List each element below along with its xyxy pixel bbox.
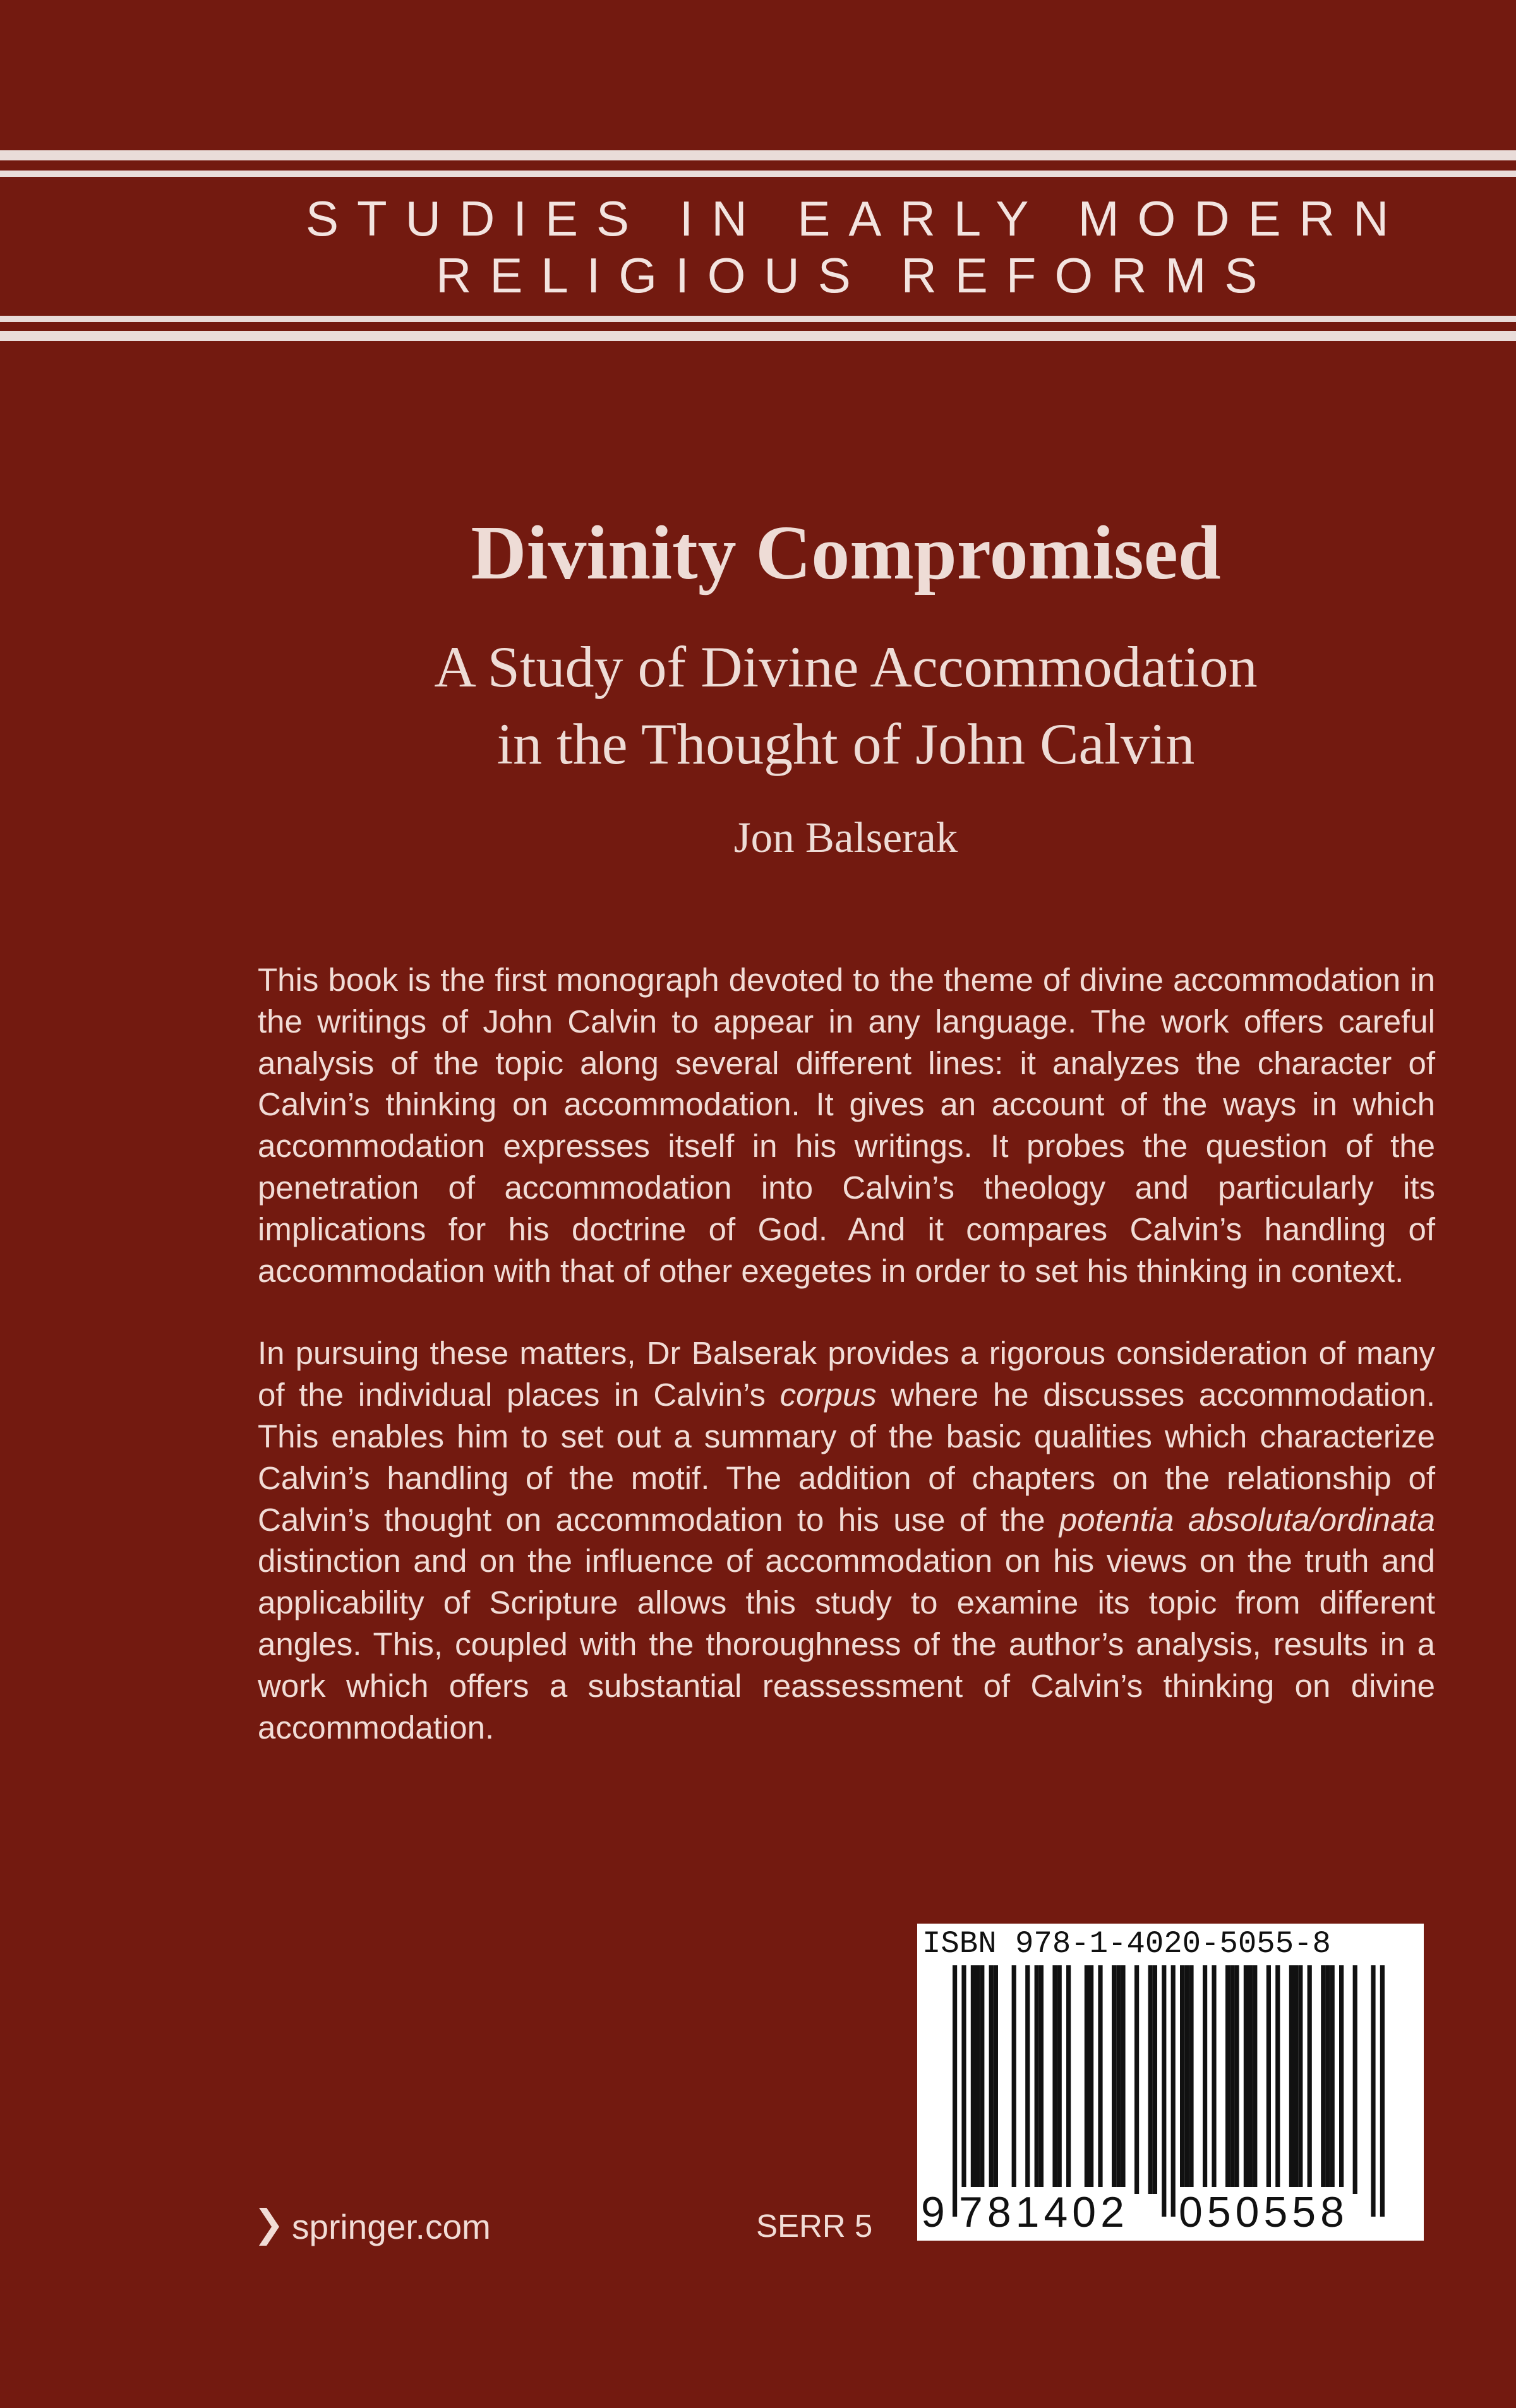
- barcode-lead-digit: 9: [921, 2188, 945, 2236]
- blurb-paragraph-2-part-c: distinction and on the influence of accommodation on his views on the truth and applicability of Scripture allows this study to examine its topic from different angles. This, coupled with the thoroughness of the author’s analysis, results in a work which offers a substantial reassessment of Calvin’s thinking on divine accommodation.: [258, 1543, 1435, 1746]
- series-name-line1: STUDIES IN EARLY MODERN: [306, 191, 1407, 246]
- barcode-bar: [1057, 1965, 1062, 2194]
- barcode-bar: [1325, 1965, 1330, 2194]
- barcode-bar: [1289, 1965, 1294, 2194]
- chevron-right-icon: [258, 2208, 279, 2246]
- barcode-bar: [1203, 1965, 1207, 2194]
- publisher-link[interactable]: [258, 2201, 491, 2252]
- book-subtitle: [0, 628, 1516, 782]
- book-author: Jon Balserak: [733, 813, 958, 861]
- barcode-bar: [1298, 1965, 1302, 2194]
- barcode-bar: [975, 1965, 980, 2194]
- blurb-paragraph-2: [258, 1333, 1435, 1748]
- barcode-bar: [1189, 1965, 1193, 2194]
- barcode-bar: [1052, 1965, 1057, 2194]
- barcode-bar: [1248, 1965, 1253, 2194]
- blurb-paragraph-2-part-b: where he discusses accommodation. This enables him to set out a summary of the basic qualities which characterize Calvin’s handling of the motif. The addition of chapters on the relationship of Calvin’s thought on accommodation to his use of the: [258, 1377, 1435, 1538]
- barcode-bar: [1012, 1965, 1016, 2194]
- barcode-bar: [1184, 1965, 1189, 2194]
- barcode-bar: [1039, 1965, 1044, 2194]
- barcode-bar: [1294, 1965, 1298, 2194]
- barcode-bar: [1275, 1965, 1280, 2194]
- barcode-guard-bar: [961, 1965, 966, 2217]
- barcode-bar: [1098, 1965, 1102, 2194]
- publisher-url: springer.com: [292, 2207, 491, 2246]
- barcode-bar: [1116, 1965, 1121, 2194]
- barcode-guard-bar: [1380, 1965, 1385, 2217]
- book-title: Divinity Compromised: [471, 510, 1221, 596]
- barcode-bar: [1321, 1965, 1325, 2194]
- barcode-bar: [1330, 1965, 1335, 2194]
- barcode-bar: [1025, 1965, 1030, 2194]
- barcode-guard-bar: [1171, 1965, 1176, 2217]
- barcode-bar: [1230, 1965, 1234, 2194]
- top-stripe-outer: [0, 150, 1516, 160]
- barcode-bar: [1234, 1965, 1239, 2194]
- barcode-bar: [1180, 1965, 1184, 2194]
- barcode-bar: [989, 1965, 994, 2194]
- barcode-bar: [1308, 1965, 1312, 2194]
- barcode-bar: [994, 1965, 998, 2194]
- barcode-bar: [1085, 1965, 1089, 2194]
- book-subtitle-line1: A Study of Divine Accommodation: [434, 635, 1258, 699]
- barcode-bar: [1121, 1965, 1125, 2194]
- barcode-bar: [1066, 1965, 1071, 2194]
- barcode-bar: [1148, 1965, 1153, 2194]
- barcode-bar: [1212, 1965, 1216, 2194]
- book-subtitle-line2: in the Thought of John Calvin: [496, 712, 1195, 776]
- barcode-bar: [1353, 1965, 1357, 2194]
- barcode-guard-bar: [953, 1965, 957, 2217]
- top-stripe-inner: [0, 171, 1516, 177]
- blurb: [258, 959, 1435, 1748]
- blurb-italic-corpus: corpus: [779, 1377, 877, 1413]
- barcode-bar: [1035, 1965, 1039, 2194]
- barcode-bar: [1225, 1965, 1230, 2194]
- blurb-paragraph-2-part-a: In pursuing these matters, Dr Balserak provides a rigorous consideration of many of the individual places in Calvin’s: [258, 1335, 1435, 1413]
- barcode-bar: [1153, 1965, 1157, 2194]
- barcode-digits: [917, 2187, 1424, 2237]
- barcode-left-digits: 781402: [959, 2188, 1129, 2236]
- barcode-bar: [1112, 1965, 1116, 2194]
- barcode-right-digits: 050558: [1179, 2188, 1349, 2236]
- isbn-label: ISBN 978-1-4020-5055-8: [922, 1926, 1331, 1962]
- isbn-barcode: [917, 1924, 1424, 2241]
- barcode-guard-bar: [1371, 1965, 1375, 2217]
- barcode-bar: [1339, 1965, 1344, 2194]
- series-name-line2: RELIGIOUS REFORMS: [436, 248, 1276, 303]
- barcode-bar: [1134, 1965, 1139, 2194]
- blurb-paragraph-1: This book is the first monograph devoted to the theme of divine accommodation in the writings of John Calvin to appear in any language. The work offers careful analysis of the topic along several different lines: it analyzes the character of Calvin’s thinking on accommodation. It gives an account of the ways in which accommodation expresses itself in his writings. It probes the question of the penetration of accommodation into Calvin’s theology and particularly its implications for his doctrine of God. And it compares Calvin’s handling of accommodation with that of other exegetes in order to set his thinking in context.: [258, 962, 1435, 1289]
- blurb-italic-potentia: potentia absoluta/ordinata: [1059, 1501, 1435, 1538]
- barcode-guard-bar: [1162, 1965, 1166, 2217]
- barcode-bar: [980, 1965, 984, 2194]
- barcode-bar: [971, 1965, 975, 2194]
- barcode-bar: [1266, 1965, 1271, 2194]
- bottom-stripe-inner: [0, 316, 1516, 322]
- barcode-bar: [1253, 1965, 1257, 2194]
- barcode-bar: [1244, 1965, 1248, 2194]
- series-code: SERR 5: [756, 2208, 873, 2244]
- bottom-stripe-outer: [0, 331, 1516, 341]
- barcode-bar: [1089, 1965, 1093, 2194]
